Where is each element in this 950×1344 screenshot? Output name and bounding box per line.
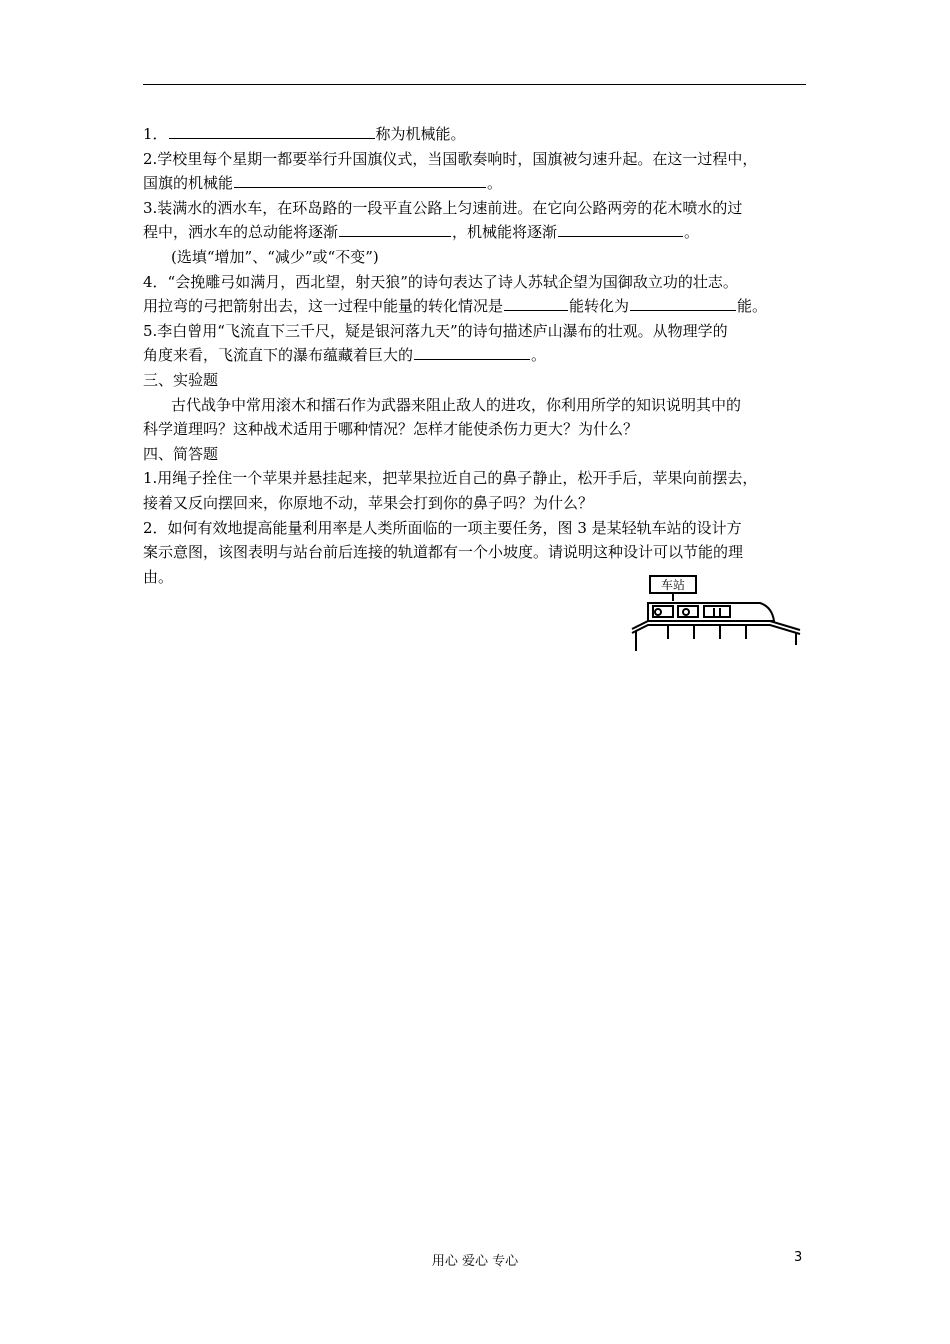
q1-text: 称为机械能。 [375,125,466,143]
train-window-3 [704,606,730,617]
q4-blank-1 [504,295,568,311]
question-3-line-2 [143,220,807,245]
q4-text-c: 能。 [737,297,768,316]
question-4-line-2 [143,294,807,319]
question-5-line-1: 5.李白曾用“飞流直下三千尺，疑是银河落九天”的诗句描述庐山瀑布的壮观。从物理学的 [143,321,728,340]
q4-text-b: 能转化为 [569,297,630,316]
question-2-line-1: 2.学校里每个星期一都要举行升国旗仪式，当国歌奏响时，国旗被匀速升起。在这一过程中， [143,149,758,168]
question-2-line-2 [143,171,807,196]
q3-text-a: 程中，洒水车的总动能将逐渐 [143,223,339,242]
q2-blank [234,172,486,188]
q2-end: 。 [487,174,503,193]
q3-blank-1 [339,221,451,237]
question-3-line-1: 3.装满水的洒水车，在环岛路的一段平直公路上匀速前进。在它向公路两旁的花木喷水的过 [143,198,743,217]
station-diagram [630,573,802,653]
section-4-q2-line-3: 由。 [143,567,174,586]
q4-text-a: 用拉弯的弓把箭射出去，这一过程中能量的转化情况是 [143,297,504,316]
section-3-line-1: 古代战争中常用滚木和擂石作为武器来阻止敌人的进攻，你利用所学的知识说明其中的 [171,395,742,414]
section-4-heading: 四、简答题 [143,444,219,463]
header-rule [143,84,806,85]
q5-text-a: 角度来看，飞流直下的瀑布蕴藏着巨大的 [143,346,414,365]
question-3-hint: (选填“增加”、“减少”或“不变”) [171,247,379,266]
q5-text-b: 。 [531,346,547,365]
question-4-line-1: 4．“会挽雕弓如满月，西北望，射天狼”的诗句表达了诗人苏轼企望为国御敌立功的壮志。 [143,272,738,291]
station-diagram-svg [630,573,802,653]
q2-text: 国旗的机械能 [143,174,234,193]
q3-blank-2 [558,221,683,237]
train-detail-2 [683,609,689,615]
question-5-line-2 [143,343,807,368]
q5-blank [414,344,530,360]
question-1 [143,122,807,147]
station-sign-text: 车站 [660,578,686,592]
section-4-q1-line-1: 1.用绳子拴住一个苹果并悬挂起来，把苹果拉近自己的鼻子静止，松开手后，苹果向前摆去， [143,469,758,488]
section-4-q1-line-2: 接着又反向摆回来，你原地不动，苹果会打到你的鼻子吗？为什么？ [143,493,594,512]
q3-text-c: 。 [684,223,700,242]
q3-text-b: ，机械能将逐渐 [452,223,558,242]
q1-number: 1． [143,125,168,143]
page-number: 3 [794,1250,803,1265]
footer-slogan: 用心 爱心 专心 [431,1254,519,1269]
section-3-heading: 三、实验题 [143,370,219,389]
train-detail-1 [655,609,661,615]
worksheet-body [143,122,807,589]
section-4-q2-line-2: 案示意图，该图表明与站台前后连接的轨道都有一个小坡度。请说明这种设计可以节能的理 [143,543,744,562]
section-4-q2-line-1: 2．如何有效地提高能量利用率是人类所面临的一项主要任务，图 3 是某轻轨车站的设计方 [143,518,742,537]
section-3-line-2: 科学道理吗？这种战术适用于哪种情况？怎样才能使杀伤力更大？为什么？ [143,420,639,439]
q4-blank-2 [630,295,736,311]
track-base [632,625,800,634]
q1-blank [169,123,375,139]
